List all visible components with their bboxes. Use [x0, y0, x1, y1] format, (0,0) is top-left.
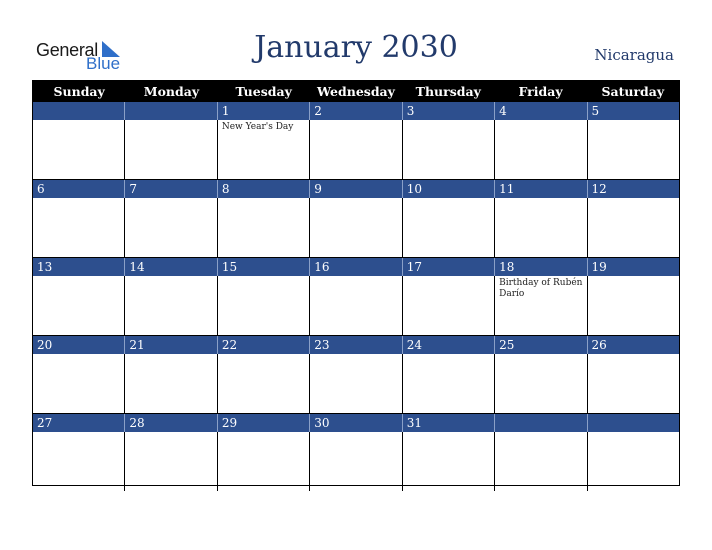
day-cell-event[interactable] — [587, 432, 679, 491]
day-number: 26 — [587, 336, 679, 354]
day-cell-event[interactable] — [217, 432, 309, 491]
day-number: 20 — [37, 338, 53, 352]
day-number: 13 — [37, 260, 53, 274]
day-number: 31 — [402, 414, 494, 432]
weekday-friday: Friday — [518, 84, 563, 99]
day-cell-event[interactable] — [494, 432, 586, 491]
day-cell-event[interactable] — [494, 120, 586, 179]
calendar-grid — [32, 80, 680, 486]
day-cell-event[interactable] — [217, 354, 309, 413]
day-number: 12 — [587, 180, 679, 198]
day-number: 4 — [494, 102, 586, 120]
weekday-thursday: Thursday — [415, 84, 481, 99]
day-number: 22 — [217, 336, 309, 354]
day-cell-event[interactable] — [309, 198, 401, 257]
day-cell-event[interactable] — [309, 354, 401, 413]
day-number-bar — [33, 180, 679, 198]
day-cell-event[interactable] — [402, 276, 494, 335]
day-cell-event[interactable] — [587, 354, 679, 413]
day-number: 19 — [587, 258, 679, 276]
day-number-bar — [33, 414, 679, 432]
day-cells — [33, 354, 679, 413]
day-cell-event[interactable]: New Year's Day — [217, 120, 309, 179]
day-number: 23 — [309, 336, 401, 354]
day-number: 11 — [494, 180, 586, 198]
day-number-bar — [33, 258, 679, 276]
day-cells — [33, 432, 679, 491]
day-cell-event[interactable] — [402, 120, 494, 179]
day-number: 7 — [124, 180, 216, 198]
day-number: 10 — [402, 180, 494, 198]
day-cell-event[interactable] — [124, 120, 216, 179]
weekday-header — [33, 81, 679, 102]
calendar-title: January 2030 — [254, 30, 458, 65]
day-number: 29 — [217, 414, 309, 432]
day-number: 18 — [494, 258, 586, 276]
day-cell-event[interactable] — [33, 198, 124, 257]
day-number: 21 — [124, 336, 216, 354]
day-number: 28 — [124, 414, 216, 432]
weekday-sunday: Sunday — [53, 84, 105, 99]
day-number — [124, 102, 216, 120]
country-label: Nicaragua — [594, 46, 674, 64]
weekday-wednesday: Wednesday — [317, 84, 395, 99]
day-cell-event[interactable] — [587, 120, 679, 179]
logo-blue-text: Blue — [86, 54, 121, 73]
day-cell-event[interactable] — [309, 120, 401, 179]
day-cell-event[interactable] — [309, 432, 401, 491]
day-number — [494, 414, 586, 432]
day-number: 9 — [309, 180, 401, 198]
weekday-tuesday: Tuesday — [235, 84, 292, 99]
day-cell-event[interactable] — [33, 354, 124, 413]
day-cells — [33, 276, 679, 335]
calendar-week — [33, 180, 679, 257]
day-cell-event[interactable] — [217, 198, 309, 257]
day-cells — [33, 120, 679, 179]
day-number: 1 — [217, 102, 309, 120]
day-cell-event[interactable] — [402, 198, 494, 257]
calendar-week — [33, 336, 679, 413]
weekday-saturday: Saturday — [601, 84, 665, 99]
weekday-monday: Monday — [143, 84, 200, 99]
logo-general-text: General — [36, 40, 98, 60]
day-cell-event[interactable] — [124, 354, 216, 413]
day-cell-event[interactable]: Birthday of Rubén Darío — [494, 276, 586, 335]
day-cell-event[interactable] — [494, 354, 586, 413]
day-number: 25 — [494, 336, 586, 354]
day-cell-event[interactable] — [124, 432, 216, 491]
day-number: 3 — [402, 102, 494, 120]
day-number: 14 — [124, 258, 216, 276]
day-cell-event[interactable] — [587, 198, 679, 257]
day-number: 5 — [587, 102, 679, 120]
day-cell-event[interactable] — [402, 432, 494, 491]
calendar-week — [33, 102, 679, 179]
day-number: 30 — [309, 414, 401, 432]
weeks-container — [33, 102, 679, 491]
day-number: 24 — [402, 336, 494, 354]
day-number-bar — [33, 336, 679, 354]
day-cell-event[interactable] — [494, 198, 586, 257]
calendar-week — [33, 414, 679, 491]
day-number-bar — [33, 102, 679, 120]
day-number — [33, 102, 124, 120]
day-cells — [33, 198, 679, 257]
day-number: 6 — [37, 182, 45, 196]
day-number: 17 — [402, 258, 494, 276]
day-cell-event[interactable] — [124, 276, 216, 335]
day-cell-event[interactable] — [309, 276, 401, 335]
day-number: 27 — [37, 416, 53, 430]
day-cell-event[interactable] — [402, 354, 494, 413]
day-cell-event[interactable] — [33, 120, 124, 179]
calendar-week — [33, 258, 679, 335]
day-cell-event[interactable] — [587, 276, 679, 335]
day-number: 8 — [217, 180, 309, 198]
day-cell-event[interactable] — [33, 276, 124, 335]
day-cell-event[interactable] — [124, 198, 216, 257]
day-cell-event[interactable] — [217, 276, 309, 335]
day-number: 15 — [217, 258, 309, 276]
day-number: 2 — [309, 102, 401, 120]
day-number — [587, 414, 679, 432]
day-number: 16 — [309, 258, 401, 276]
day-cell-event[interactable] — [33, 432, 124, 491]
